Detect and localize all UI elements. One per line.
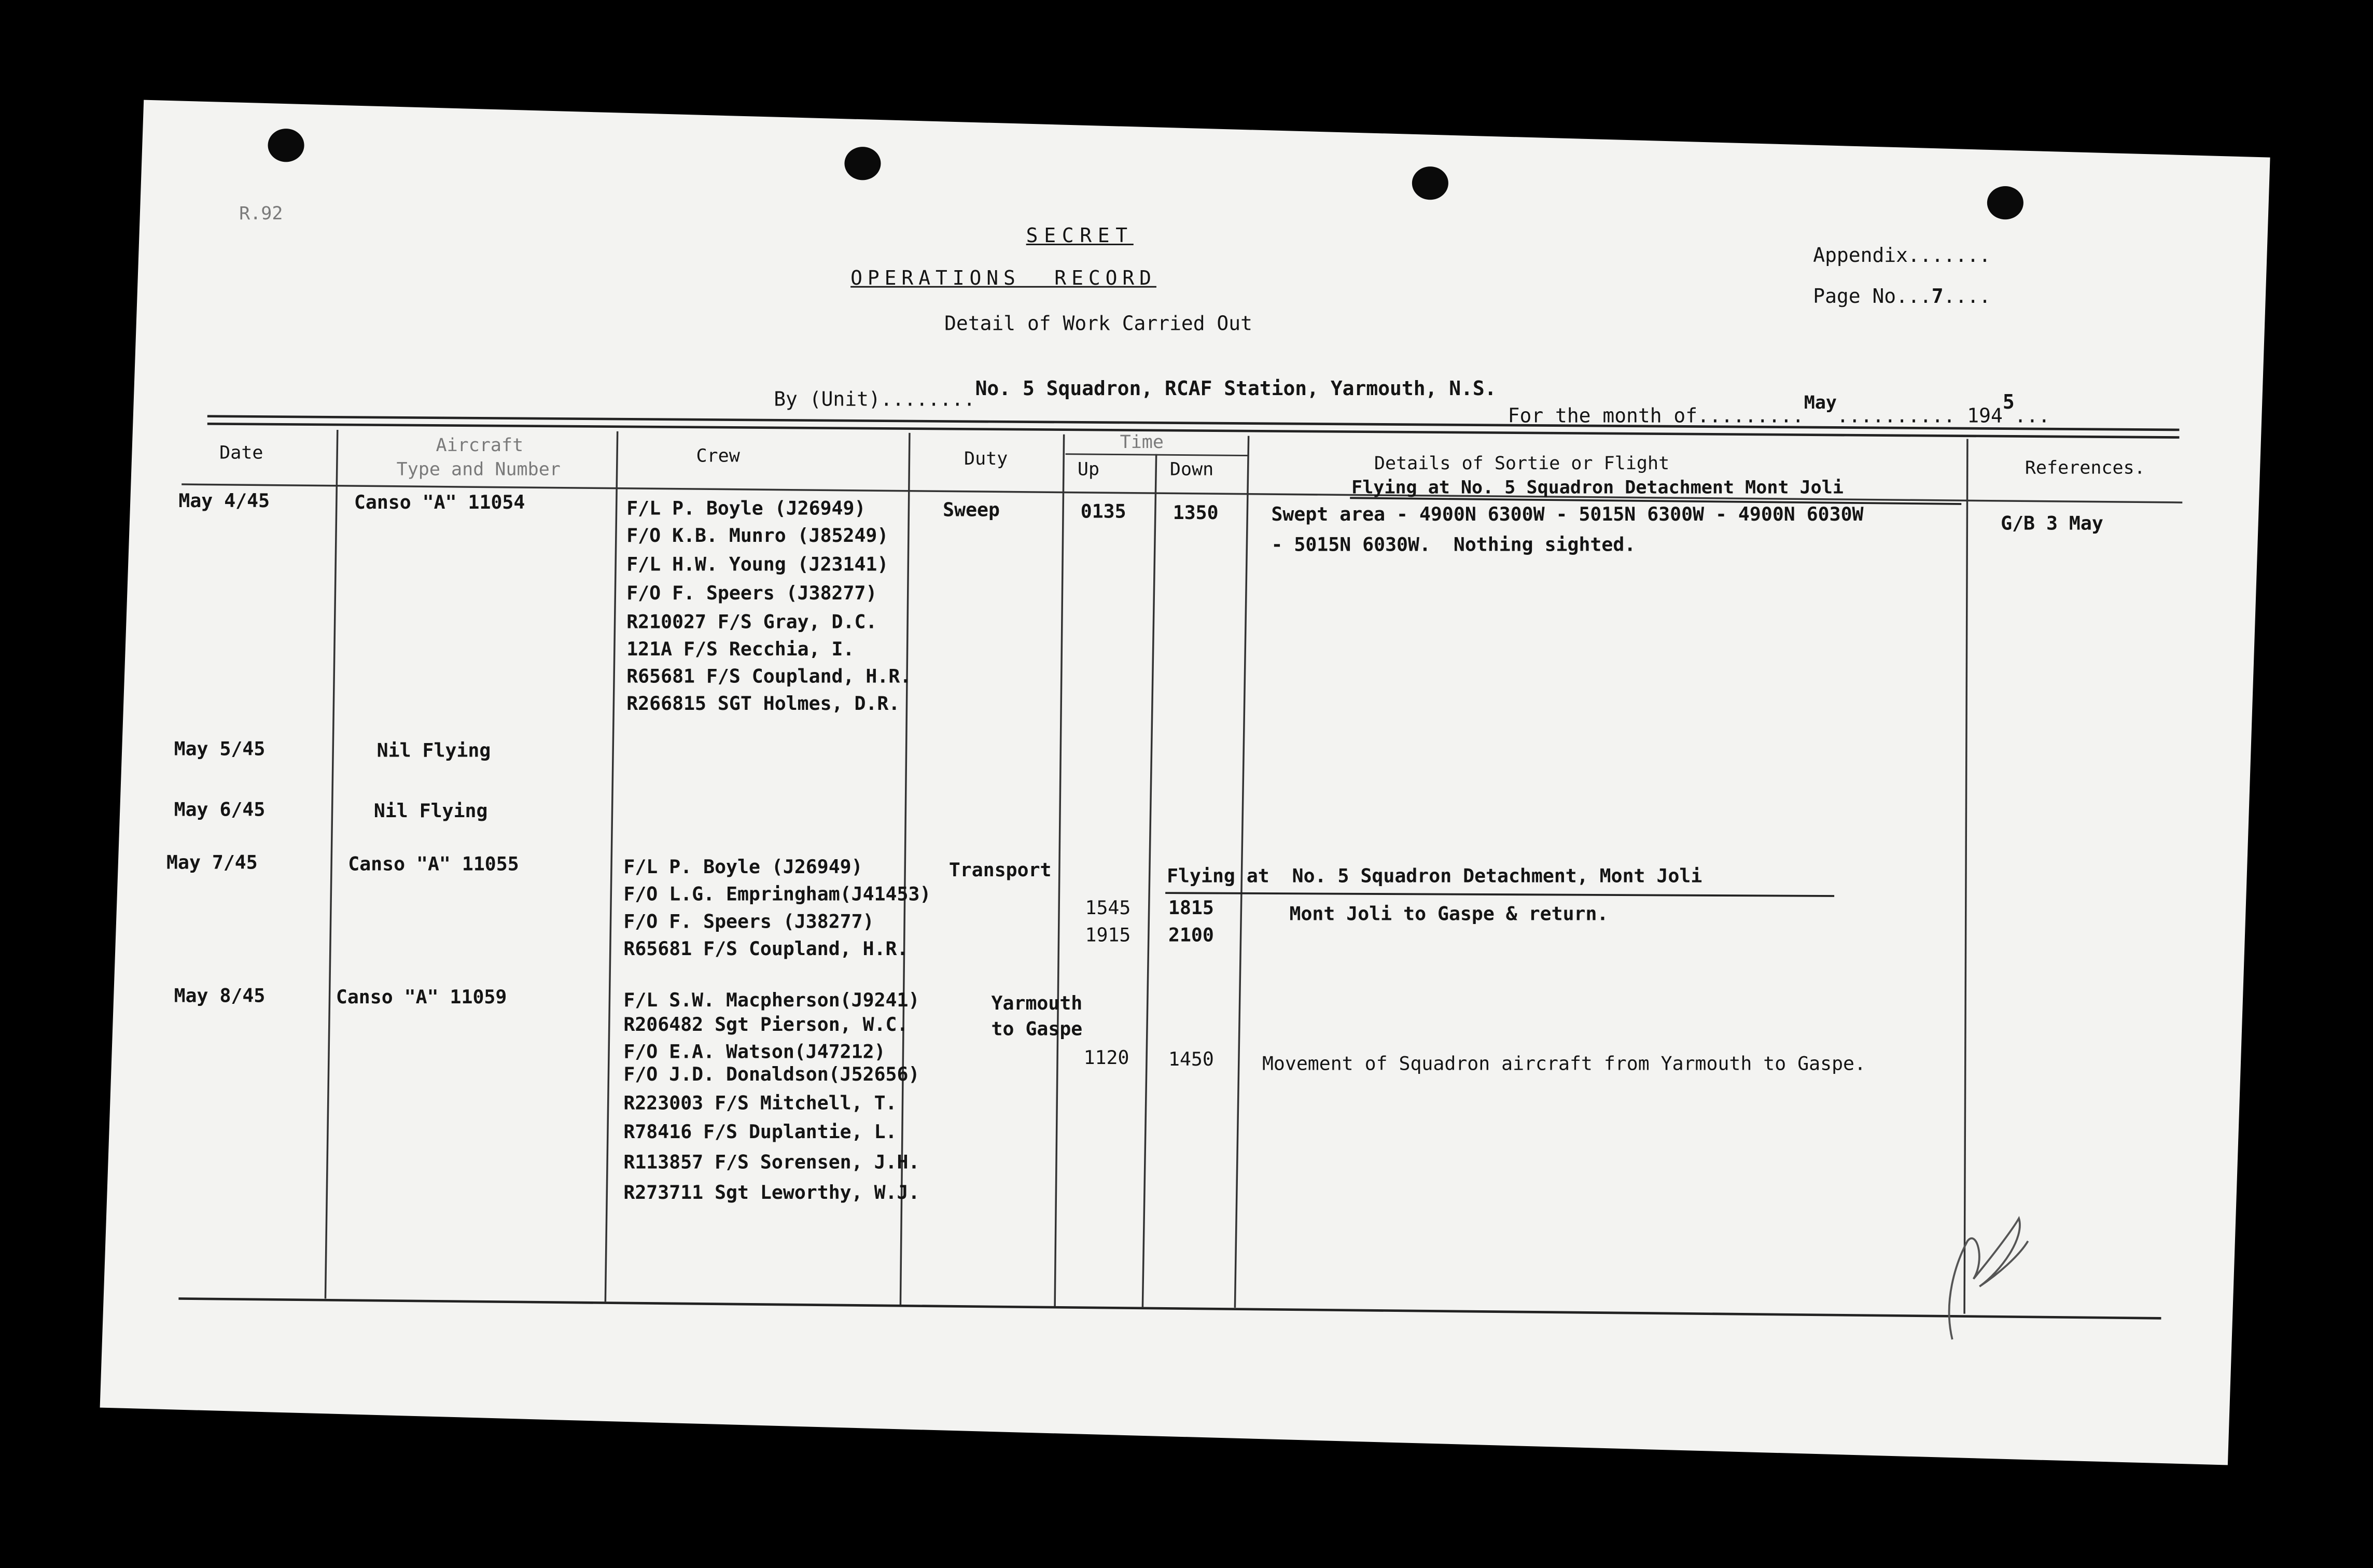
entry-aircraft: Canso "A" 11059 [336,985,507,1008]
entry-duty: Sweep [943,498,1000,521]
crew-member: F/O E.A. Watson(J47212) [623,1040,886,1063]
column-header-time: Time [1120,431,1164,453]
entry-time-up: 1120 [1083,1045,1129,1069]
crew-member: F/L P. Boyle (J26949) [623,855,863,878]
details-text: - 5015N 6030W. Nothing sighted. [1271,533,1636,556]
crew-member: R113857 F/S Sorensen, J.H. [623,1150,920,1173]
page-subtitle: Detail of Work Carried Out [944,313,1252,336]
entry-date: May 4/45 [178,488,270,512]
entry-date: May 8/45 [174,984,266,1007]
form-number: R.92 [239,203,283,224]
entry-time-down: 1815 [1168,895,1214,919]
crew-member: F/L P. Boyle (J26949) [626,496,866,520]
column-header-up: Up [1077,458,1100,480]
entry-time-up: 1915 [1085,923,1131,946]
crew-member: R78416 F/S Duplantie, L. [623,1119,897,1143]
details-heading: Flying at No. 5 Squadron Detachment, Mont Joli [1167,864,1702,887]
entry-duty: Yarmouth [991,991,1083,1014]
crew-member: R223003 F/S Mitchell, T. [623,1091,897,1114]
details-text: Swept area - 4900N 6300W - 5015N 6300W - 4900N 6030W [1271,502,1864,525]
entry-time-down: 1450 [1168,1047,1214,1070]
column-header-type-number: Type and Number [396,458,561,480]
entry-duty: Transport [948,858,1052,881]
punch-hole-icon [268,129,304,162]
crew-member: F/L H.W. Young (J23141) [626,552,889,576]
column-header-date: Date [219,442,263,464]
punch-hole-icon [1987,186,2023,219]
crew-member: F/L S.W. Macpherson(J9241) [623,988,920,1011]
column-header-aircraft: Aircraft [436,434,524,456]
crew-member: R65681 F/S Coupland, H.R. [626,664,912,688]
entry-aircraft: Nil Flying [376,738,491,762]
crew-member: F/O F. Speers (J38277) [623,909,874,933]
crew-member: R65681 F/S Coupland, H.R. [623,936,909,960]
punch-hole-icon [844,147,881,180]
column-header-crew: Crew [696,445,740,467]
crew-member: 121A F/S Recchia, I. [626,637,855,660]
punch-hole-icon [1412,166,1448,200]
appendix-label: Appendix....... [1813,245,1991,268]
entry-aircraft: Nil Flying [373,799,488,822]
column-header-down: Down [1169,458,1214,480]
column-header-references: References. [2025,457,2145,479]
details-heading: Flying at No. 5 Squadron Detachment Mont Joli [1351,477,1844,498]
entry-date: May 5/45 [174,737,266,760]
entry-duty: to Gaspe [991,1017,1083,1040]
month-line: For the month of.........May.......... 1945... [1507,391,2050,429]
entry-aircraft: Canso "A" 11055 [348,852,519,875]
column-header-details: Details of Sortie or Flight [1374,452,1670,474]
classification-stamp: SECRET [1026,225,1134,248]
crew-member: R210027 F/S Gray, D.C. [626,610,877,633]
entry-aircraft: Canso "A" 11054 [354,490,525,513]
crew-member: F/O F. Speers (J38277) [626,581,877,604]
crew-member: R273711 Sgt Leworthy, W.J. [623,1180,920,1203]
details-text: Mont Joli to Gaspe & return. [1289,902,1609,925]
entry-time-up: 0135 [1080,499,1126,523]
entry-reference: G/B 3 May [2001,511,2103,535]
page-number: Page No...7.... [1813,286,1991,309]
column-header-duty: Duty [964,447,1008,469]
crew-member: R206482 Sgt Pierson, W.C. [623,1012,909,1035]
crew-member: R266815 SGT Holmes, D.R. [626,691,900,715]
details-text: Movement of Squadron aircraft from Yarmouth to Gaspe. [1262,1052,1866,1075]
entry-date: May 7/45 [166,850,258,874]
crew-member: F/O L.G. Empringham(J41453) [623,882,931,905]
entry-date: May 6/45 [174,797,266,821]
entry-time-up: 1545 [1085,895,1131,919]
crew-member: F/O J.D. Donaldson(J52656) [623,1062,920,1085]
unit-line: By (Unit)........No. 5 Squadron, RCAF Station, Yarmouth, N.S. [774,378,1497,412]
entry-time-down: 2100 [1168,923,1214,946]
entry-time-down: 1350 [1172,501,1219,524]
page-title: OPERATIONS RECORD [850,268,1156,291]
crew-member: F/O K.B. Munro (J85249) [626,523,889,547]
